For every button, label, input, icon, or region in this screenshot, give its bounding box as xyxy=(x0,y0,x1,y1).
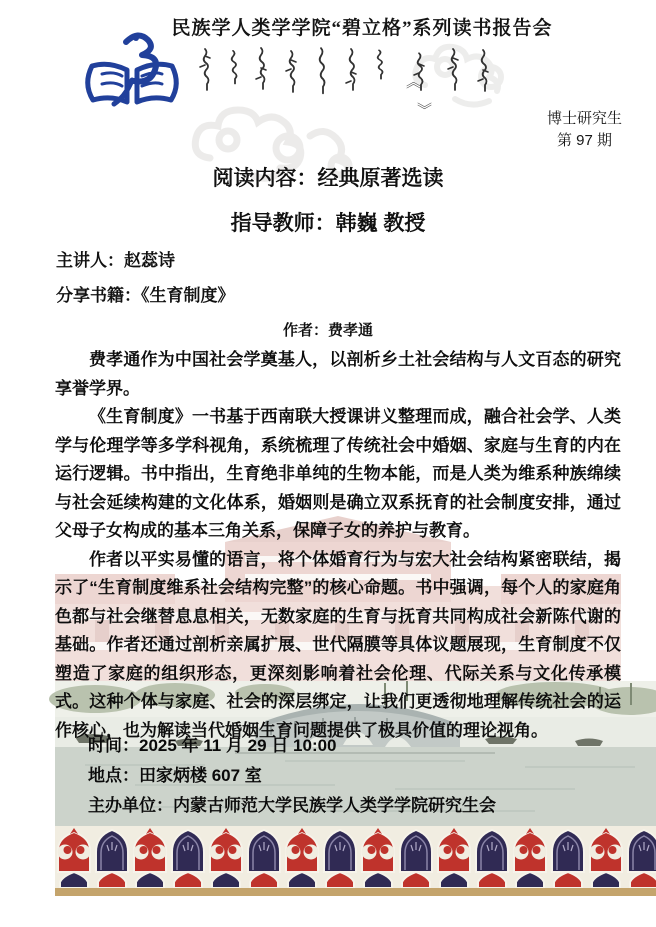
paragraph-2: 《生育制度》一书基于西南联大授课讲义整理而成，融合社会学、人类学与伦理学等多学科视角，系统梳理了传统社会中婚姻、家庭与生育的内在运行逻辑。书中指出，生育绝非单纯的生物本能，而是人类为维系种族绵续与社会延续构建的文化体系，婚姻则是确立双系抚育的社会制度安排，通过父母子女构成的基本三角关系，保障子女的养护与教育。 xyxy=(55,407,621,540)
advisor-heading: 指导教师：韩巍 教授 xyxy=(230,212,426,235)
series-title: 民族学人类学学院“碧立格”系列读书报告会 xyxy=(171,18,553,39)
ornament-border xyxy=(55,826,656,896)
book-introduction xyxy=(55,346,621,745)
issue-number: 第 97 期 xyxy=(556,132,612,149)
paragraph-3: 作者以平实易懂的语言，将个体婚育行为与宏大社会结构紧密联结，揭示了“生育制度维系社会结构完整”的核心命题。书中强调，每个人的家庭角色都与社会继替息息相关，无数家庭的生育与抚育共同构成社会新陈代谢的基础。作者还通过剖析亲属扩展、世代隔膜等具体议题展现，生育制度不仅塑造了家庭的组织形态，更深刻影响着社会伦理、代际关系与文化传承模式。这种个体与家庭、社会的深层绑定，让我们更透彻地理解传统社会的运作核心，也为解读当代婚姻生育问题提供了极具价值的理论视角。 xyxy=(55,549,621,740)
event-organizer: 主办单位：内蒙古师范大学民族学人类学学院研究生会 xyxy=(88,796,496,815)
issue-block xyxy=(547,108,622,152)
mongolian-script-title-icon xyxy=(195,46,520,118)
event-place: 地点：田家炳楼 607 室 xyxy=(88,766,262,785)
reading-content-heading: 阅读内容：经典原著选读 xyxy=(212,167,444,190)
issue-audience: 博士研究生 xyxy=(546,110,622,127)
college-logo-book-icon xyxy=(76,30,188,112)
speaker-line: 主讲人：赵蕊诗 xyxy=(56,251,175,270)
paragraph-1: 费孝通作为中国社会学奠基人，以剖析乡土社会结构与人文百态的研究享誉学界。 xyxy=(55,350,621,398)
book-line: 分享书籍：《生育制度》 xyxy=(56,286,235,305)
svg-text:《: 《 xyxy=(404,74,421,90)
mongolian-ornament-border-icon xyxy=(55,826,656,896)
event-time: 时间：2025 年 11 月 29 日 10:00 xyxy=(88,736,337,755)
svg-text:》: 》 xyxy=(415,102,432,118)
book-author-line: 作者：费孝通 xyxy=(282,322,373,339)
